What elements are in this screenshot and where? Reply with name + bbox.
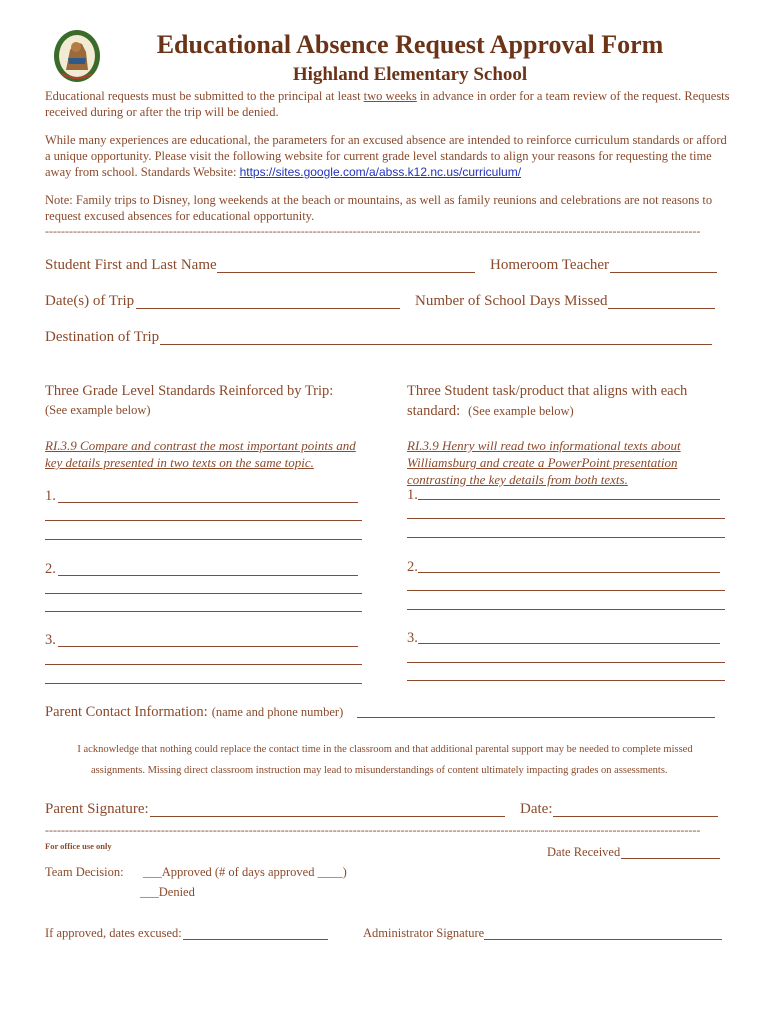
intro-note: Note: Family trips to Disney, long weekends at the beach or mountains, as well as family reunions and celebrations are not reasons to request excused absences for educational opportunity. xyxy=(45,193,713,223)
standard-3-field-line2[interactable] xyxy=(45,664,362,665)
destination-field[interactable] xyxy=(160,344,712,345)
team-decision-label: Team Decision: xyxy=(45,865,124,879)
standards-heading: Three Grade Level Standards Reinforced by Trip: xyxy=(45,383,334,399)
task-2-field-line3[interactable] xyxy=(407,609,725,610)
standard-1-field-line3[interactable] xyxy=(45,539,362,540)
page-title: Educational Absence Request Approval Form xyxy=(156,30,664,59)
days-missed-label: Number of School Days Missed xyxy=(415,293,608,309)
task-2-field-line2[interactable] xyxy=(407,590,725,591)
intro-paragraph-1: Educational requests must be submitted to the principal at least two weeks in advance in order for a team review of the request. Requests received during or after the trip will be denied. xyxy=(45,89,730,119)
tasks-heading-line2: standard: (See example below) xyxy=(407,403,574,419)
office-use-label: For office use only xyxy=(45,841,112,851)
parent-signature-label: Parent Signature: xyxy=(45,801,149,817)
standard-1-field-line2[interactable] xyxy=(45,520,362,521)
trip-dates-field[interactable] xyxy=(136,308,400,309)
standards-link[interactable]: https://sites.google.com/a/abss.k12.nc.us/curriculum/ xyxy=(239,165,522,179)
task-3-number: 3. xyxy=(407,630,418,646)
task-3-field-line3[interactable] xyxy=(407,680,725,681)
standards-subheading: (See example below) xyxy=(45,403,151,417)
task-1-field[interactable] xyxy=(418,499,720,500)
standard-3-field[interactable] xyxy=(58,646,358,647)
standard-2-number: 2. xyxy=(45,561,56,577)
approved-option[interactable]: ___Approved (# of days approved ____) xyxy=(143,865,347,879)
denied-option[interactable]: ___Denied xyxy=(140,885,195,899)
separator-line: -------------------------------------------------------------------------------------------------------------------------------------------------------------------- xyxy=(45,224,701,238)
separator-line-2: -------------------------------------------------------------------------------------------------------------------------------------------------------------------- xyxy=(45,823,701,837)
acknowledgement-line-2: assignments. Missing direct classroom instruction may lead to misunderstandings of content ultimately impacting grades on assessments. xyxy=(91,765,668,776)
homeroom-label: Homeroom Teacher xyxy=(490,257,610,273)
standard-3-number: 3. xyxy=(45,632,56,648)
standard-2-field-line3[interactable] xyxy=(45,611,362,612)
standard-2-field-line2[interactable] xyxy=(45,593,362,594)
parent-date-label: Date: xyxy=(520,801,553,817)
task-example: RI.3.9 Henry will read two informational texts about Williamsburg and create a PowerPoint presentation contrasting the key details from both texts. xyxy=(407,438,681,487)
student-name-label: Student First and Last Name xyxy=(45,257,217,273)
dates-excused-label: If approved, dates excused: xyxy=(45,926,182,940)
task-3-field[interactable] xyxy=(418,643,720,644)
homeroom-field[interactable] xyxy=(610,272,717,273)
admin-signature-label: Administrator Signature xyxy=(363,926,485,940)
intro-paragraph-2: While many experiences are educational, the parameters for an excused absence are intended to reinforce curriculum standards or afford a unique opportunity. Please visit the following website for current grade level standards to align your reasons for requesting the time away from school. Standards Website: https://sites.google.com/a/abss.k12.nc.us/curriculum/ xyxy=(45,133,727,179)
standard-1-number: 1. xyxy=(45,488,56,504)
task-1-field-line2[interactable] xyxy=(407,518,725,519)
task-3-field-line2[interactable] xyxy=(407,662,725,663)
standard-3-field-line3[interactable] xyxy=(45,683,362,684)
parent-contact-label: Parent Contact Information: (name and phone number) xyxy=(45,704,344,720)
standard-1-field[interactable] xyxy=(58,502,358,503)
parent-signature-field[interactable] xyxy=(150,816,505,817)
parent-contact-field[interactable] xyxy=(357,717,715,718)
parent-date-field[interactable] xyxy=(553,816,718,817)
standard-example: RI.3.9 Compare and contrast the most important points and key details presented in two texts on the same topic. xyxy=(45,438,356,470)
date-received-field[interactable] xyxy=(621,858,720,859)
destination-label: Destination of Trip xyxy=(45,329,160,345)
student-name-field[interactable] xyxy=(217,272,475,273)
task-2-number: 2. xyxy=(407,559,418,575)
dates-excused-field[interactable] xyxy=(183,939,328,940)
acknowledgement-line-1: I acknowledge that nothing could replace the contact time in the classroom and that additional parental support may be needed to complete missed xyxy=(77,744,693,755)
date-received-label: Date Received xyxy=(547,845,621,859)
tasks-heading: Three Student task/product that aligns with each xyxy=(407,383,688,399)
days-missed-field[interactable] xyxy=(608,308,715,309)
standard-2-field[interactable] xyxy=(58,575,358,576)
school-name: Highland Elementary School xyxy=(292,64,528,85)
trip-dates-label: Date(s) of Trip xyxy=(45,293,135,309)
task-2-field[interactable] xyxy=(418,572,720,573)
task-1-field-line3[interactable] xyxy=(407,537,725,538)
task-1-number: 1. xyxy=(407,487,418,503)
admin-signature-field[interactable] xyxy=(484,939,722,940)
